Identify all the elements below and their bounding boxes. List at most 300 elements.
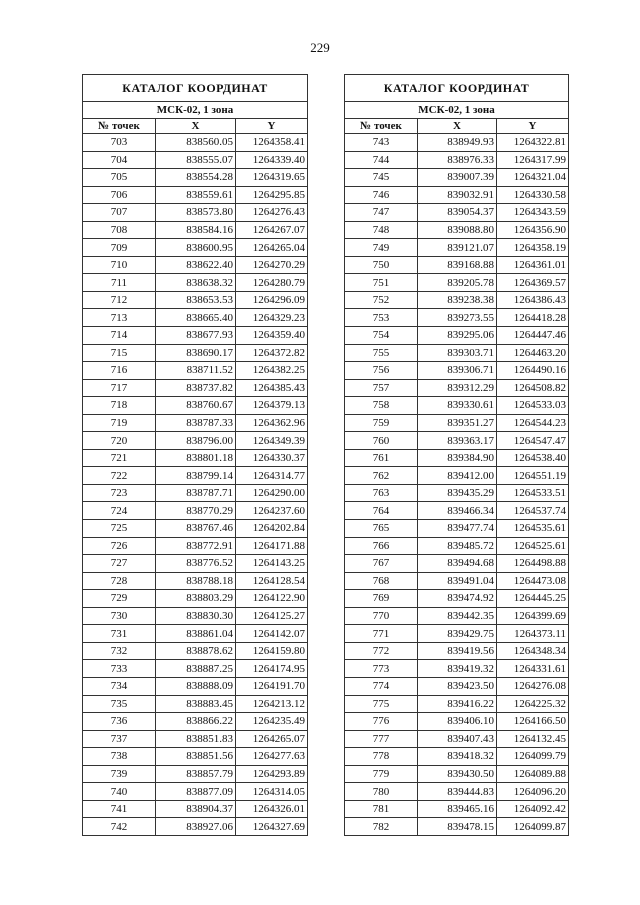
y-coordinate-cell: 1264339.40	[236, 151, 308, 169]
header-point-number: № точек	[83, 119, 156, 134]
table-row	[83, 555, 308, 573]
y-coordinate-cell: 1264142.07	[236, 625, 308, 643]
x-coordinate-cell: 838770.29	[156, 502, 236, 520]
x-coordinate-cell: 838677.93	[156, 327, 236, 345]
y-coordinate-cell: 1264191.70	[236, 677, 308, 695]
x-coordinate-cell: 838801.18	[156, 449, 236, 467]
table-row	[345, 204, 569, 222]
y-coordinate-cell: 1264329.23	[236, 309, 308, 327]
x-coordinate-cell: 838600.95	[156, 239, 236, 257]
x-coordinate-cell: 838776.52	[156, 555, 236, 573]
y-coordinate-cell: 1264361.01	[497, 256, 569, 274]
y-coordinate-cell: 1264202.84	[236, 520, 308, 538]
table-row	[345, 327, 569, 345]
y-coordinate-cell: 1264225.32	[497, 695, 569, 713]
x-coordinate-cell: 838861.04	[156, 625, 236, 643]
x-coordinate-cell: 838573.80	[156, 204, 236, 222]
point-number-cell: 764	[345, 502, 418, 520]
table-row	[345, 186, 569, 204]
point-number-cell: 705	[83, 169, 156, 187]
point-number-cell: 740	[83, 783, 156, 801]
table-row	[83, 800, 308, 818]
point-number-cell: 704	[83, 151, 156, 169]
table-row	[83, 765, 308, 783]
table-row	[345, 572, 569, 590]
table-row	[83, 169, 308, 187]
point-number-cell: 720	[83, 432, 156, 450]
point-number-cell: 744	[345, 151, 418, 169]
y-coordinate-cell: 1264473.08	[497, 572, 569, 590]
table-row	[83, 362, 308, 380]
zone-label: МСК-02, 1 зона	[345, 102, 569, 119]
y-coordinate-cell: 1264159.80	[236, 642, 308, 660]
x-coordinate-cell: 839474.92	[418, 590, 497, 608]
y-coordinate-cell: 1264372.82	[236, 344, 308, 362]
x-coordinate-cell: 838665.40	[156, 309, 236, 327]
x-coordinate-cell: 839429.75	[418, 625, 497, 643]
y-coordinate-cell: 1264386.43	[497, 291, 569, 309]
table-row	[345, 642, 569, 660]
y-coordinate-cell: 1264237.60	[236, 502, 308, 520]
y-coordinate-cell: 1264326.01	[236, 800, 308, 818]
table-row	[345, 151, 569, 169]
point-number-cell: 731	[83, 625, 156, 643]
table-row	[345, 783, 569, 801]
point-number-cell: 770	[345, 607, 418, 625]
y-coordinate-cell: 1264544.23	[497, 414, 569, 432]
x-coordinate-cell: 839435.29	[418, 484, 497, 502]
table-row	[345, 379, 569, 397]
x-coordinate-cell: 839168.88	[418, 256, 497, 274]
point-number-cell: 725	[83, 520, 156, 538]
point-number-cell: 706	[83, 186, 156, 204]
y-coordinate-cell: 1264382.25	[236, 362, 308, 380]
x-coordinate-cell: 838803.29	[156, 590, 236, 608]
y-coordinate-cell: 1264385.43	[236, 379, 308, 397]
point-number-cell: 767	[345, 555, 418, 573]
y-coordinate-cell: 1264373.11	[497, 625, 569, 643]
x-coordinate-cell: 839306.71	[418, 362, 497, 380]
point-number-cell: 761	[345, 449, 418, 467]
x-coordinate-cell: 838857.79	[156, 765, 236, 783]
table-row	[83, 607, 308, 625]
table-body-left	[83, 134, 308, 836]
x-coordinate-cell: 839384.90	[418, 449, 497, 467]
x-coordinate-cell: 838787.71	[156, 484, 236, 502]
table-row	[83, 660, 308, 678]
x-coordinate-cell: 838851.56	[156, 748, 236, 766]
y-coordinate-cell: 1264547.47	[497, 432, 569, 450]
table-row	[83, 467, 308, 485]
y-coordinate-cell: 1264096.20	[497, 783, 569, 801]
point-number-cell: 750	[345, 256, 418, 274]
point-number-cell: 727	[83, 555, 156, 573]
y-coordinate-cell: 1264356.90	[497, 221, 569, 239]
y-coordinate-cell: 1264166.50	[497, 713, 569, 731]
table-row	[345, 590, 569, 608]
x-coordinate-cell: 839477.74	[418, 520, 497, 538]
x-coordinate-cell: 839032.91	[418, 186, 497, 204]
x-coordinate-cell: 838904.37	[156, 800, 236, 818]
table-row	[83, 344, 308, 362]
table-row	[345, 713, 569, 731]
y-coordinate-cell: 1264089.88	[497, 765, 569, 783]
table-row	[345, 537, 569, 555]
point-number-cell: 780	[345, 783, 418, 801]
x-coordinate-cell: 839494.68	[418, 555, 497, 573]
point-number-cell: 737	[83, 730, 156, 748]
x-coordinate-cell: 839407.43	[418, 730, 497, 748]
point-number-cell: 715	[83, 344, 156, 362]
table-row	[345, 414, 569, 432]
x-coordinate-cell: 839238.38	[418, 291, 497, 309]
table-row	[83, 186, 308, 204]
x-coordinate-cell: 838799.14	[156, 467, 236, 485]
y-coordinate-cell: 1264445.25	[497, 590, 569, 608]
y-coordinate-cell: 1264314.05	[236, 783, 308, 801]
table-row	[83, 484, 308, 502]
table-row	[83, 256, 308, 274]
x-coordinate-cell: 838927.06	[156, 818, 236, 836]
point-number-cell: 728	[83, 572, 156, 590]
x-coordinate-cell: 838622.40	[156, 256, 236, 274]
table-row	[83, 134, 308, 152]
point-number-cell: 779	[345, 765, 418, 783]
point-number-cell: 777	[345, 730, 418, 748]
y-coordinate-cell: 1264174.95	[236, 660, 308, 678]
y-coordinate-cell: 1264321.04	[497, 169, 569, 187]
x-coordinate-cell: 839419.32	[418, 660, 497, 678]
y-coordinate-cell: 1264235.49	[236, 713, 308, 731]
table-row	[83, 327, 308, 345]
table-row	[345, 660, 569, 678]
point-number-cell: 748	[345, 221, 418, 239]
x-coordinate-cell: 839054.37	[418, 204, 497, 222]
header-point-number: № точек	[345, 119, 418, 134]
x-coordinate-cell: 839491.04	[418, 572, 497, 590]
table-row	[83, 695, 308, 713]
table-row	[345, 555, 569, 573]
table-row	[83, 449, 308, 467]
table-row	[83, 783, 308, 801]
point-number-cell: 733	[83, 660, 156, 678]
table-row	[83, 239, 308, 257]
x-coordinate-cell: 838788.18	[156, 572, 236, 590]
x-coordinate-cell: 839466.34	[418, 502, 497, 520]
x-coordinate-cell: 839465.16	[418, 800, 497, 818]
x-coordinate-cell: 839088.80	[418, 221, 497, 239]
point-number-cell: 753	[345, 309, 418, 327]
point-number-cell: 707	[83, 204, 156, 222]
point-number-cell: 774	[345, 677, 418, 695]
x-coordinate-cell: 839485.72	[418, 537, 497, 555]
table-row	[345, 695, 569, 713]
y-coordinate-cell: 1264277.63	[236, 748, 308, 766]
point-number-cell: 709	[83, 239, 156, 257]
y-coordinate-cell: 1264143.25	[236, 555, 308, 573]
y-coordinate-cell: 1264551.19	[497, 467, 569, 485]
header-x: X	[156, 119, 236, 134]
y-coordinate-cell: 1264265.04	[236, 239, 308, 257]
point-number-cell: 760	[345, 432, 418, 450]
table-row	[345, 625, 569, 643]
y-coordinate-cell: 1264362.96	[236, 414, 308, 432]
y-coordinate-cell: 1264330.37	[236, 449, 308, 467]
x-coordinate-cell: 838737.82	[156, 379, 236, 397]
point-number-cell: 730	[83, 607, 156, 625]
x-coordinate-cell: 838638.32	[156, 274, 236, 292]
x-coordinate-cell: 839351.27	[418, 414, 497, 432]
point-number-cell: 763	[345, 484, 418, 502]
y-coordinate-cell: 1264418.28	[497, 309, 569, 327]
x-coordinate-cell: 838787.33	[156, 414, 236, 432]
table-row	[83, 151, 308, 169]
point-number-cell: 766	[345, 537, 418, 555]
table-row	[345, 256, 569, 274]
point-number-cell: 723	[83, 484, 156, 502]
point-number-cell: 743	[345, 134, 418, 152]
y-coordinate-cell: 1264508.82	[497, 379, 569, 397]
point-number-cell: 773	[345, 660, 418, 678]
x-coordinate-cell: 839419.56	[418, 642, 497, 660]
point-number-cell: 754	[345, 327, 418, 345]
x-coordinate-cell: 839205.78	[418, 274, 497, 292]
point-number-cell: 719	[83, 414, 156, 432]
x-coordinate-cell: 839121.07	[418, 239, 497, 257]
table-row	[83, 625, 308, 643]
x-coordinate-cell: 839442.35	[418, 607, 497, 625]
x-coordinate-cell: 838555.07	[156, 151, 236, 169]
x-coordinate-cell: 839478.15	[418, 818, 497, 836]
x-coordinate-cell: 839444.83	[418, 783, 497, 801]
x-coordinate-cell: 838760.67	[156, 397, 236, 415]
point-number-cell: 752	[345, 291, 418, 309]
table-row	[345, 397, 569, 415]
y-coordinate-cell: 1264359.40	[236, 327, 308, 345]
y-coordinate-cell: 1264538.40	[497, 449, 569, 467]
point-number-cell: 735	[83, 695, 156, 713]
point-number-cell: 746	[345, 186, 418, 204]
x-coordinate-cell: 838888.09	[156, 677, 236, 695]
x-coordinate-cell: 838772.91	[156, 537, 236, 555]
table-row	[83, 291, 308, 309]
table-row	[83, 572, 308, 590]
table-row	[83, 520, 308, 538]
y-coordinate-cell: 1264314.77	[236, 467, 308, 485]
y-coordinate-cell: 1264343.59	[497, 204, 569, 222]
x-coordinate-cell: 838830.30	[156, 607, 236, 625]
table-row	[345, 818, 569, 836]
y-coordinate-cell: 1264537.74	[497, 502, 569, 520]
y-coordinate-cell: 1264463.20	[497, 344, 569, 362]
x-coordinate-cell: 838796.00	[156, 432, 236, 450]
y-coordinate-cell: 1264533.03	[497, 397, 569, 415]
y-coordinate-cell: 1264276.43	[236, 204, 308, 222]
y-coordinate-cell: 1264092.42	[497, 800, 569, 818]
x-coordinate-cell: 838653.53	[156, 291, 236, 309]
table-row	[345, 730, 569, 748]
point-number-cell: 781	[345, 800, 418, 818]
table-row	[345, 432, 569, 450]
x-coordinate-cell: 838887.25	[156, 660, 236, 678]
table-row	[83, 642, 308, 660]
x-coordinate-cell: 838767.46	[156, 520, 236, 538]
y-coordinate-cell: 1264349.39	[236, 432, 308, 450]
point-number-cell: 718	[83, 397, 156, 415]
x-coordinate-cell: 839330.61	[418, 397, 497, 415]
table-row	[83, 274, 308, 292]
table-row	[345, 765, 569, 783]
table-row	[345, 291, 569, 309]
point-number-cell: 755	[345, 344, 418, 362]
y-coordinate-cell: 1264533.51	[497, 484, 569, 502]
point-number-cell: 738	[83, 748, 156, 766]
point-number-cell: 716	[83, 362, 156, 380]
x-coordinate-cell: 838559.61	[156, 186, 236, 204]
page-number: 229	[310, 40, 330, 55]
point-number-cell: 717	[83, 379, 156, 397]
table-row	[83, 818, 308, 836]
table-row	[345, 467, 569, 485]
point-number-cell: 762	[345, 467, 418, 485]
x-coordinate-cell: 839423.50	[418, 677, 497, 695]
table-row	[83, 432, 308, 450]
y-coordinate-cell: 1264099.87	[497, 818, 569, 836]
table-row	[83, 677, 308, 695]
point-number-cell: 759	[345, 414, 418, 432]
point-number-cell: 732	[83, 642, 156, 660]
y-coordinate-cell: 1264122.90	[236, 590, 308, 608]
table-row	[83, 713, 308, 731]
point-number-cell: 749	[345, 239, 418, 257]
x-coordinate-cell: 839295.06	[418, 327, 497, 345]
table-row	[345, 607, 569, 625]
point-number-cell: 769	[345, 590, 418, 608]
x-coordinate-cell: 838711.52	[156, 362, 236, 380]
point-number-cell: 768	[345, 572, 418, 590]
zone-label: МСК-02, 1 зона	[83, 102, 308, 119]
y-coordinate-cell: 1264525.61	[497, 537, 569, 555]
point-number-cell: 771	[345, 625, 418, 643]
header-y: Y	[497, 119, 569, 134]
table-row	[83, 379, 308, 397]
point-number-cell: 710	[83, 256, 156, 274]
x-coordinate-cell: 838883.45	[156, 695, 236, 713]
point-number-cell: 712	[83, 291, 156, 309]
header-y: Y	[236, 119, 308, 134]
y-coordinate-cell: 1264125.27	[236, 607, 308, 625]
y-coordinate-cell: 1264270.29	[236, 256, 308, 274]
y-coordinate-cell: 1264295.85	[236, 186, 308, 204]
y-coordinate-cell: 1264290.00	[236, 484, 308, 502]
x-coordinate-cell: 839007.39	[418, 169, 497, 187]
x-coordinate-cell: 839303.71	[418, 344, 497, 362]
table-row	[345, 221, 569, 239]
point-number-cell: 742	[83, 818, 156, 836]
x-coordinate-cell: 838584.16	[156, 221, 236, 239]
y-coordinate-cell: 1264267.07	[236, 221, 308, 239]
point-number-cell: 751	[345, 274, 418, 292]
table-row	[345, 134, 569, 152]
table-body-right	[345, 134, 569, 836]
x-coordinate-cell: 838560.05	[156, 134, 236, 152]
table-row	[345, 274, 569, 292]
table-row	[83, 590, 308, 608]
y-coordinate-cell: 1264447.46	[497, 327, 569, 345]
table-row	[345, 484, 569, 502]
x-coordinate-cell: 839363.17	[418, 432, 497, 450]
table-row	[345, 677, 569, 695]
x-coordinate-cell: 839273.55	[418, 309, 497, 327]
catalog-title: КАТАЛОГ КООРДИНАТ	[345, 75, 569, 102]
y-coordinate-cell: 1264319.65	[236, 169, 308, 187]
y-coordinate-cell: 1264330.58	[497, 186, 569, 204]
x-coordinate-cell: 838866.22	[156, 713, 236, 731]
point-number-cell: 729	[83, 590, 156, 608]
table-row	[345, 520, 569, 538]
y-coordinate-cell: 1264348.34	[497, 642, 569, 660]
table-row	[83, 537, 308, 555]
x-coordinate-cell: 839312.29	[418, 379, 497, 397]
y-coordinate-cell: 1264535.61	[497, 520, 569, 538]
coordinate-table-right	[344, 74, 569, 836]
point-number-cell: 776	[345, 713, 418, 731]
table-row	[345, 344, 569, 362]
x-coordinate-cell: 838851.83	[156, 730, 236, 748]
point-number-cell: 721	[83, 449, 156, 467]
table-row	[83, 397, 308, 415]
y-coordinate-cell: 1264498.88	[497, 555, 569, 573]
point-number-cell: 726	[83, 537, 156, 555]
point-number-cell: 739	[83, 765, 156, 783]
point-number-cell: 775	[345, 695, 418, 713]
x-coordinate-cell: 838949.93	[418, 134, 497, 152]
x-coordinate-cell: 839416.22	[418, 695, 497, 713]
x-coordinate-cell: 838976.33	[418, 151, 497, 169]
point-number-cell: 724	[83, 502, 156, 520]
y-coordinate-cell: 1264213.12	[236, 695, 308, 713]
y-coordinate-cell: 1264280.79	[236, 274, 308, 292]
point-number-cell: 703	[83, 134, 156, 152]
x-coordinate-cell: 838878.62	[156, 642, 236, 660]
table-row	[83, 414, 308, 432]
header-x: X	[418, 119, 497, 134]
y-coordinate-cell: 1264296.09	[236, 291, 308, 309]
y-coordinate-cell: 1264490.16	[497, 362, 569, 380]
point-number-cell: 745	[345, 169, 418, 187]
x-coordinate-cell: 838690.17	[156, 344, 236, 362]
x-coordinate-cell: 839412.00	[418, 467, 497, 485]
point-number-cell: 736	[83, 713, 156, 731]
point-number-cell: 765	[345, 520, 418, 538]
y-coordinate-cell: 1264132.45	[497, 730, 569, 748]
point-number-cell: 711	[83, 274, 156, 292]
table-row	[345, 309, 569, 327]
y-coordinate-cell: 1264128.54	[236, 572, 308, 590]
y-coordinate-cell: 1264331.61	[497, 660, 569, 678]
y-coordinate-cell: 1264327.69	[236, 818, 308, 836]
point-number-cell: 756	[345, 362, 418, 380]
y-coordinate-cell: 1264265.07	[236, 730, 308, 748]
table-row	[83, 221, 308, 239]
y-coordinate-cell: 1264293.89	[236, 765, 308, 783]
table-row	[83, 204, 308, 222]
point-number-cell: 722	[83, 467, 156, 485]
point-number-cell: 747	[345, 204, 418, 222]
point-number-cell: 758	[345, 397, 418, 415]
point-number-cell: 778	[345, 748, 418, 766]
point-number-cell: 772	[345, 642, 418, 660]
